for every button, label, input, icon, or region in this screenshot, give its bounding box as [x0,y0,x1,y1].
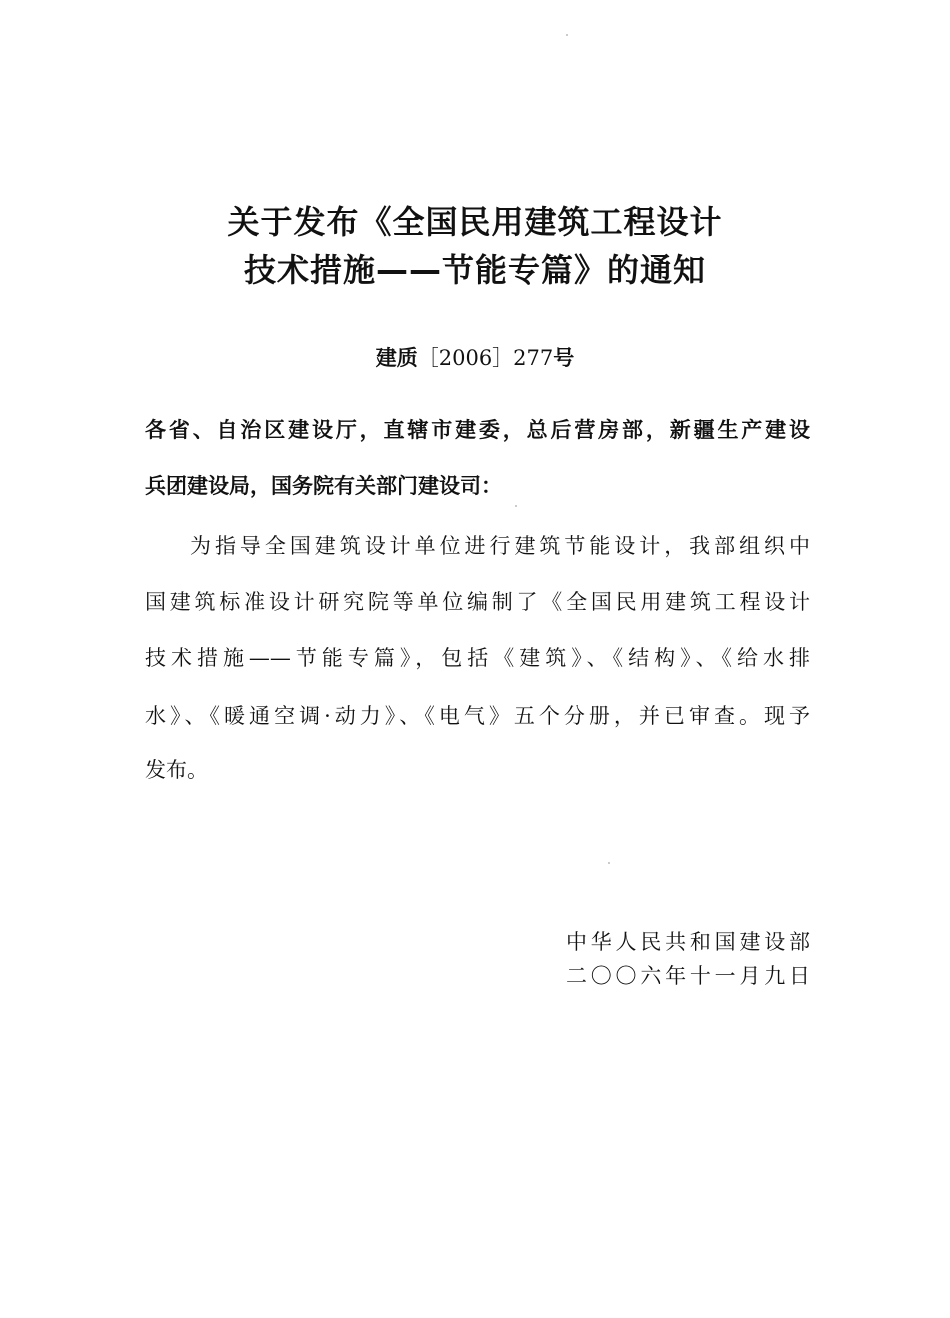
body-line-4: 水》、《暖通空调·动力》、《电气》五个分册，并已审查。现予 [145,704,810,728]
body-line-2: 国建筑标准设计研究院等单位编制了《全国民用建筑工程设计 [145,590,810,614]
scan-speck [608,862,610,864]
body-line-1: 为指导全国建筑设计单位进行建筑节能设计，我部组织中 [190,534,810,558]
addressee-line-2: 兵团建设局，国务院有关部门建设司： [145,474,502,498]
document-number-suffix: 号 [553,346,575,370]
body-line-3: 技术措施——节能专篇》，包括《建筑》、《结构》、《给水排 [145,646,810,670]
body-line-5: 发布。 [145,758,208,782]
issuer-name: 中华人民共和国建设部 [566,930,810,954]
document-number-prefix: 建质 [375,346,418,370]
document-number [100,340,850,376]
addressee-line-1: 各省、自治区建设厅，直辖市建委，总后营房部，新疆生产建设 [145,418,810,442]
document-number-value: ［2006］277 [417,346,554,370]
notice-title-line-2: 技术措施——节能专篇》的通知 [243,251,706,289]
scan-speck [566,34,568,36]
issue-date: 二〇〇六年十一月九日 [566,964,810,988]
scan-speck [515,505,517,507]
notice-title-line-1: 关于发布《全国民用建筑工程设计 [227,203,723,241]
